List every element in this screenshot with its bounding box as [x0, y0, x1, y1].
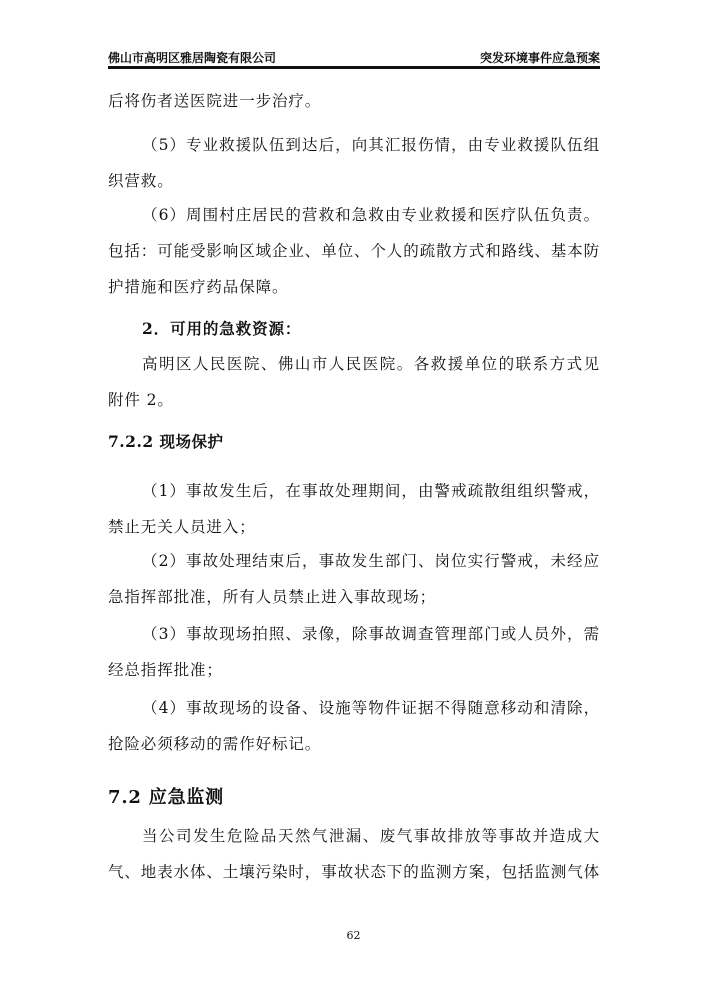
paragraph-4: 高明区人民医院、佛山市人民医院。各救援单位的联系方式见附件 2。: [108, 355, 600, 409]
paragraph-3: （6）周围村庄居民的营救和急救由专业救援和医疗队伍负责。包括：可能受影响区域企业、单位、个人的疏散方式和路线、基本防护措施和医疗药品保障。: [108, 206, 601, 296]
header-divider: [108, 66, 600, 69]
sub-heading-emergency-resources: 2．可用的急救资源：: [142, 319, 302, 338]
company-name: 佛山市高明区雅居陶瓷有限公司: [108, 51, 277, 65]
list-item-4: （4）事故现场的设备、设施等物件证据不得随意移动和清除，抢险必须移动的需作好标记。: [108, 699, 600, 753]
paragraph-1: 后将伤者送医院进一步治疗。: [108, 92, 322, 110]
list-item-2: （2）事故处理结束后，事故发生部门、岗位实行警戒，未经应急指挥部批准，所有人员禁止进入事故现场；: [108, 552, 600, 606]
list-item-1: （1）事故发生后，在事故处理期间，由警戒疏散组组织警戒，禁止无关人员进入；: [108, 482, 600, 536]
paragraph-2: （5）专业救援队伍到达后，向其汇报伤情，由专业救援队伍组织营救。: [108, 136, 600, 190]
section-heading-722: 7.2.2 现场保护: [108, 432, 224, 451]
list-item-3: （3）事故现场拍照、录像，除事故调查管理部门或人员外，需经总指挥批准；: [108, 625, 600, 679]
paragraph-5: 当公司发生危险品天然气泄漏、废气事故排放等事故并造成大气、地表水体、土壤污染时，事故状态下的监测方案，包括监测气体: [108, 827, 601, 881]
section-heading-72: 7.2 应急监测: [108, 787, 224, 808]
document-title: 突发环境事件应急预案: [479, 51, 600, 65]
page-number: 62: [346, 929, 361, 942]
